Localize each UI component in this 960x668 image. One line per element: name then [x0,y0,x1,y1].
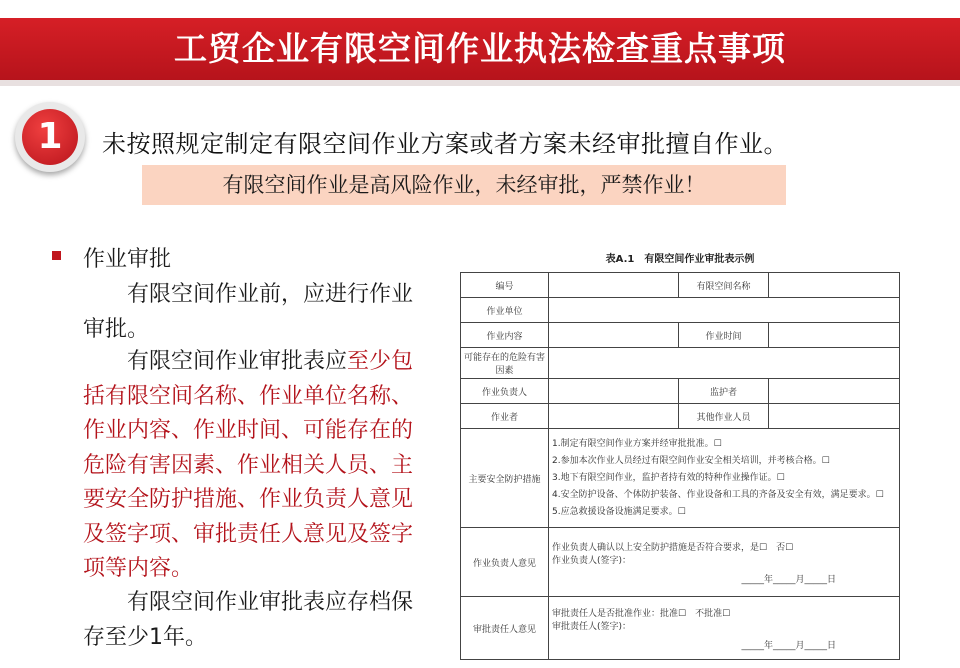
badge-number: 1 [22,109,78,165]
approval-form-table [460,272,900,660]
form-value [549,273,679,298]
measure-item: 3.地下有限空间作业，监护者持有效的特种作业操作证。☐ [552,472,785,483]
warning-banner: 有限空间作业是高风险作业，未经审批，严禁作业！ [142,165,786,205]
form-label: 作业负责人 [461,379,549,404]
paragraph-3 [83,586,433,655]
form-label: 可能存在的危险有害因素 [461,348,549,379]
paragraph-2-highlight: 至少包括有限空间名称、作业单位名称、作业内容、作业时间、可能存在的危险有害因素、作业相关人员、主要安全防护措施、作业负责人意见及签字项、审批责任人意见及签字项等内容。 [83,349,414,581]
paragraph-3-text: 有限空间作业审批表应存档保存至少1年。 [83,590,414,650]
form-label: 作业时间 [679,323,769,348]
form-value [549,348,900,379]
form-label: 其他作业人员 [679,404,769,429]
form-row-unit [461,298,900,323]
square-bullet-icon [52,251,61,260]
form-value [769,404,900,429]
signature-line: 作业负责人(签字)： [552,555,632,566]
form-row-leader [461,379,900,404]
form-row-workers [461,404,900,429]
form-label: 作业者 [461,404,549,429]
form-row-leader-opinion [461,528,900,597]
paragraph-2-prefix: 有限空间作业审批表应 [127,349,348,374]
form-value [549,379,679,404]
form-value [769,379,900,404]
page-title: 工贸企业有限空间作业执法检查重点事项 [174,29,786,68]
measure-item: 1.制定有限空间作业方案并经审批批准。☐ [552,438,722,449]
form-value [769,273,900,298]
paragraph-1-text: 有限空间作业前，应进行作业审批。 [83,282,414,342]
number-badge [15,102,85,172]
approver-opinion [549,597,900,660]
opinion-line: 作业负责人确认以上安全防护措施是否符合要求，是☐ 否☐ [552,542,794,553]
section-title: 作业审批 [83,247,172,272]
form-value [769,323,900,348]
item-heading: 未按照规定制定有限空间作业方案或者方案未经审批擅自作业。 [102,130,788,158]
form-row-measures [461,429,900,528]
form-label: 编号 [461,273,549,298]
form-value [549,323,679,348]
form-value [549,298,900,323]
form-row-hazards [461,348,900,379]
date-line: _____年_____月_____日 [741,640,836,651]
form-row-id [461,273,900,298]
form-label: 主要安全防护措施 [461,429,549,528]
signature-line: 审批责任人(签字)： [552,621,632,632]
form-value [549,404,679,429]
measure-item: 5.应急救援设备设施满足要求。☐ [552,506,686,517]
form-label: 作业负责人意见 [461,528,549,597]
leader-opinion [549,528,900,597]
form-label: 审批责任人意见 [461,597,549,660]
form-row-approver-opinion [461,597,900,660]
measures-list [549,429,900,528]
form-label: 作业内容 [461,323,549,348]
form-label: 监护者 [679,379,769,404]
paragraph-2 [83,345,433,587]
form-label: 有限空间名称 [679,273,769,298]
title-stripe [0,80,960,86]
paragraph-1 [83,278,433,347]
form-caption: 表A.1 有限空间作业审批表示例 [605,254,755,265]
measure-item: 4.安全防护设备、个体防护装备、作业设备和工具的齐备及安全有效，满足要求。☐ [552,489,884,500]
date-line: _____年_____月_____日 [741,574,836,585]
form-row-content [461,323,900,348]
form-label: 作业单位 [461,298,549,323]
measure-item: 2.参加本次作业人员经过有限空间作业安全相关培训，并考核合格。☐ [552,455,830,466]
opinion-line: 审批责任人是否批准作业：批准☐ 不批准☐ [552,608,731,619]
